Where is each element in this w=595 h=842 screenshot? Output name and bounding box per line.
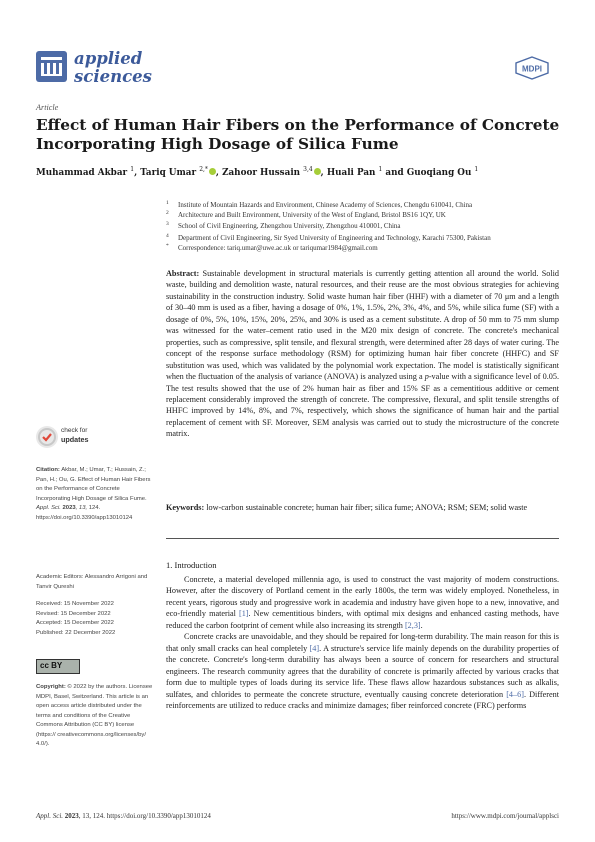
publication-dates: Received: 15 November 2022 Revised: 15 December 2022 Accepted: 15 December 2022 Published: 22 December 2022	[36, 601, 116, 636]
keywords: Keywords: low-carbon sustainable concrete; human hair fiber; silica fume; ANOVA; RSM; SEM; solid waste	[166, 503, 528, 512]
mdpi-logo-icon	[514, 56, 550, 80]
divider	[166, 538, 559, 539]
citation-block: Citation: Akbar, M.; Umar, T.; Hussain, Z.; Pan, H.; Ou, G. Effect of Human Hair Fibers on the Performance of Concrete Incorporating High Dosage of Silica Fume. Appl. Sci. 2023, 13, 124. https://doi.org/10.3390/app13010124	[36, 467, 151, 521]
orcid-icon[interactable]	[314, 168, 321, 175]
keywords-label: Keywords:	[166, 503, 205, 512]
paragraph: Concrete, a material developed millennia ago, is used to construct the vast majority of modern constructions. However, after the discovery of Portland cement in the early 1800s, the term was widely employed. Nonetheless, in recent years, rigorous study and progressive work in academia and industry have given hope to a new, innovative, and eco-friendly material [1]. New cementitious binders, with optimal mix designs and enhanced casting methods, have reduced the carbon footprint of cement while also increasing its strength [2,3].	[166, 575, 559, 630]
paragraph: Concrete cracks are unavoidable, and they should be repaired for long-term durability. The main reason for this is that only small cracks can heal completely [4]. A structure's service life mainly depends on the durability properties of the concrete. Concrete's long-term durability has always been a source of concern for researchers and structural engineers. The research community agrees that the durability of concrete is primarily affected by various cracks that form due to multiple types of loads during its service life. These flaws allow hazardous substances such as alkalis, sulfates, and chlorides to permeate the concrete structure, eventually causing concrete deterioration [4–6]. Different reinforcements are utilized to reduce cracks and minimize damages; fiber reinforced concrete (FRC) performs	[166, 632, 559, 710]
orcid-icon[interactable]	[209, 168, 216, 175]
author-name: Muhammad Akbar $^1$	[36, 166, 135, 178]
abstract: Abstract: Sustainable development in structural materials is currently getting attention all around the world. Solid waste, building and demolition waste, natural resources, and their reuse are the most obvious strategies for achieving sustainability in the construction industry. Solid waste human hair fiber (HHF) with a diameter of 70 μm and a length of 30–40 mm is used as a fiber, having a dosage of 0%, 1%, 1.5%, 2%, 3%, 4%, and 5%, while silica fume (SF) with a dosage of 0%, 5%, 10%, 15%, 20%, 25%, and 30% is used as a cement substitute. A drop of 50 mm to 75 mm slump was witnessed for the water–cement ratio used in the M20 mix design of concrete. The concrete's mechanical properties, such as compressive, split tensile, and flexural strength, were determined after 28 days of water curing. The concept of the response surface methodology (RSM) for optimizing human hair fiber concrete (HHFC) and SF substitution was used, which was validated by the polynomial work expectation. The model is statistically significant when the fluctuation of the analysis of variance (ANOVA) is analyzed using a p-value with a significance level of 0.05. The test results showed that the use of 2% human hair as fiber and 15% SF as a cementitious additive or cement replacement considerably improved the strength of concrete. The compressive, flexural, and split tensile strengths of HHFC improved by 14%, 8%, and 7%, respectively, which shows the significance of human hair and the partial replacement of cement with SF. Moreover, SEM analysis was carried out to study the microstructure of the concrete matrix.	[166, 269, 560, 439]
academic-editors: Academic Editors: Alessandro Arrigoni and Tanvir Qureshi	[36, 574, 148, 590]
author-list: Muhammad Akbar $^1$, Tariq Umar $^{2,*}$ , Zahoor Hussain $^{3,4}$ , Huali Pan $^1$ and Guoqiang Ou $^1$	[36, 166, 479, 178]
article-type: Article	[36, 103, 59, 112]
intro-body	[166, 574, 559, 711]
author-name: Tariq Umar $^{2,*}$	[140, 168, 216, 178]
journal-url-link[interactable]: https://www.mdpi.com/journal/applsci	[451, 812, 559, 820]
author-name: Huali Pan $^1$	[326, 166, 383, 178]
paper-title: Effect of Human Hair Fibers on the Performance of Concrete Incorporating High Dosage of Silica Fume	[36, 116, 560, 153]
section-heading: 1. Introduction	[166, 560, 217, 570]
reference-link[interactable]: [2,3]	[404, 620, 421, 630]
journal-name: applied sciences	[74, 49, 152, 86]
author-name: Zahoor Hussain $^{3,4}$	[222, 168, 321, 178]
abstract-label: Abstract:	[166, 269, 200, 278]
author-name: Guoqiang Ou $^1$	[406, 166, 479, 178]
reference-link[interactable]: [1]	[238, 609, 249, 619]
check-updates-icon	[36, 426, 58, 448]
svg-text:MDPI: MDPI	[522, 64, 542, 74]
cc-by-license-icon[interactable]: cc BY	[36, 659, 80, 674]
footer-citation: Appl. Sci. 2023, 13, 124. https://doi.org/10.3390/app13010124	[36, 812, 211, 820]
journal-logo-icon	[36, 51, 67, 82]
check-for-updates-button[interactable]: check for updates	[36, 424, 96, 454]
reference-link[interactable]: [4–6]	[506, 689, 524, 699]
copyright-notice: Copyright: © 2022 by the authors. Licensee MDPI, Basel, Switzerland. This article is an open access article distributed under the terms and conditions of the Creative Commons Attribution (CC BY) license (https:// creativecommons.org/licenses/by/ 4.0/).	[36, 684, 153, 748]
reference-link[interactable]: [4]	[309, 643, 320, 653]
